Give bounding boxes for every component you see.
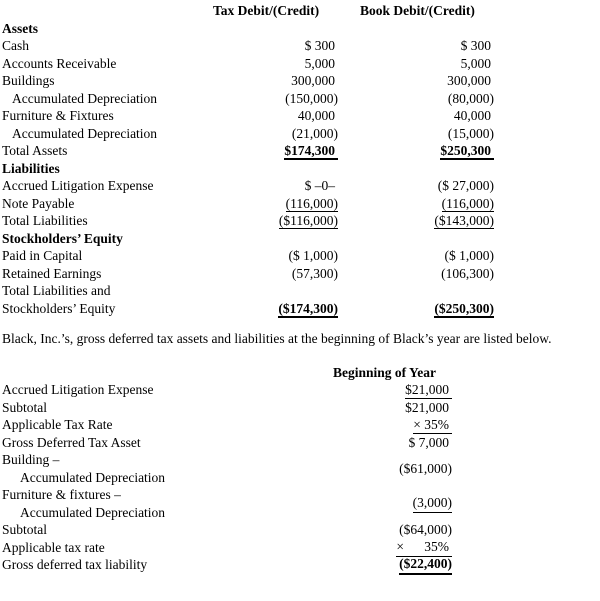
row-label: Total Liabilities and: [2, 283, 111, 298]
tax-value: [232, 160, 338, 178]
column-header-beginning-of-year: Beginning of Year: [333, 364, 437, 380]
book-value: [338, 282, 494, 300]
row-building-accumulated-depreciation: [0, 451, 600, 486]
row-label: Accumulated Depreciation: [12, 90, 158, 106]
book-value: 40,000: [453, 108, 491, 123]
row-retained-earnings: [0, 265, 600, 283]
row-label: Furniture & Fixtures: [2, 108, 114, 123]
row-value: ($22,400): [332, 556, 452, 574]
book-value: (80,000): [447, 90, 494, 106]
book-value: ($143,000): [434, 213, 494, 228]
book-value: ($ 27,000): [437, 178, 494, 193]
row-value: $ 7,000: [408, 434, 449, 450]
row-label: Accrued Litigation Expense: [2, 382, 154, 397]
book-value: $250,300: [338, 142, 494, 160]
row-gross-deferred-tax-liability: [0, 556, 600, 574]
row-label: Applicable Tax Rate: [2, 417, 113, 432]
row-accrued-litigation-expense: [0, 381, 600, 399]
section-label: Assets: [2, 20, 38, 36]
row-buildings-accumulated-depreciation: [0, 90, 600, 108]
row-label-line2: Accumulated Depreciation: [20, 504, 166, 520]
row-label: [0, 451, 332, 486]
row-subtotal-asset: [0, 399, 600, 417]
column-header-tax: Tax Debit/(Credit): [213, 3, 320, 18]
row-value: × 35%: [332, 416, 452, 434]
row-label: Gross Deferred Tax Asset: [2, 434, 141, 450]
row-label: Buildings: [2, 73, 55, 88]
tax-value: (116,000): [285, 195, 338, 211]
row-value: ($61,000): [399, 460, 452, 476]
row-label-line1: Furniture & fixtures –: [2, 487, 121, 502]
row-label: Total Liabilities: [2, 213, 88, 228]
row-label: Stockholders’ Equity: [2, 300, 116, 316]
tax-value: ($ 1,000): [288, 248, 338, 263]
deferred-tax-schedule-table: [0, 364, 600, 574]
row-label: Accounts Receivable: [2, 55, 117, 71]
section-label: Stockholders’ Equity: [2, 230, 123, 246]
tax-value: (21,000): [291, 125, 338, 141]
row-buildings: [0, 72, 600, 90]
row-label: Retained Earnings: [2, 265, 102, 281]
row-value: $21,000: [405, 399, 449, 415]
row-label: Note Payable: [2, 195, 75, 211]
book-value: ($ 1,000): [444, 248, 494, 263]
row-paid-in-capital: [0, 247, 600, 265]
tax-value: $ –0–: [304, 178, 335, 193]
balance-sheet-table: [0, 2, 600, 317]
tax-value: [232, 230, 338, 248]
book-value: $ 300: [460, 38, 491, 53]
book-value: [338, 20, 494, 38]
tax-value: 300,000: [291, 73, 335, 88]
row-applicable-tax-rate-asset: [0, 416, 600, 434]
book-value: 300,000: [447, 73, 491, 88]
book-value: 5,000: [460, 55, 491, 71]
row-label: Cash: [2, 38, 29, 53]
row-label: Subtotal: [2, 522, 48, 537]
section-header-assets: [0, 20, 600, 38]
row-label: Paid in Capital: [2, 248, 83, 263]
tax-value: $174,300: [232, 142, 338, 160]
row-label: Gross deferred tax liability: [2, 557, 148, 572]
tax-value: (150,000): [285, 90, 338, 106]
book-value: (106,300): [441, 265, 494, 281]
book-value: [338, 160, 494, 178]
section-header-liabilities: [0, 160, 600, 178]
section-header-stockholders-equity: [0, 230, 600, 248]
book-value: [338, 230, 494, 248]
row-total-liabilities: [0, 212, 600, 230]
table-header-row: [0, 364, 600, 382]
row-label: Subtotal: [2, 399, 48, 415]
row-value: × 35%: [332, 539, 452, 557]
tax-value: [232, 282, 338, 300]
row-subtotal-liability: [0, 521, 600, 539]
table-header-row: [0, 2, 600, 20]
row-total-liabilities-and: [0, 282, 600, 300]
row-label-line1: Building –: [2, 452, 60, 467]
section-label: Liabilities: [2, 160, 60, 176]
tax-value: (57,300): [291, 265, 338, 281]
note-paragraph: Black, Inc.’s, gross deferred tax assets and liabilities at the beginning of Black’s year are listed below.: [2, 331, 552, 346]
tax-value: [232, 20, 338, 38]
row-label: [0, 486, 332, 521]
row-furniture-fixtures: [0, 107, 600, 125]
row-label: Total Assets: [2, 143, 68, 158]
row-cash: [0, 37, 600, 55]
row-gross-deferred-tax-asset: [0, 434, 600, 452]
row-value: (3,000): [332, 486, 452, 521]
row-label: Accrued Litigation Expense: [2, 178, 154, 193]
row-value: ($64,000): [399, 522, 452, 537]
row-furniture-accumulated-depreciation: [0, 125, 600, 143]
row-applicable-tax-rate-liability: [0, 539, 600, 557]
book-value: (116,000): [441, 195, 494, 211]
row-furniture-accumulated-depreciation: [0, 486, 600, 521]
column-header-book: Book Debit/(Credit): [360, 3, 475, 18]
row-accounts-receivable: [0, 55, 600, 73]
book-value: ($250,300): [434, 300, 494, 316]
row-value: $21,000: [332, 381, 452, 399]
row-note-payable: [0, 195, 600, 213]
tax-value: ($174,300): [278, 300, 338, 316]
row-label: Accumulated Depreciation: [12, 125, 158, 141]
row-total-assets: [0, 142, 600, 160]
book-value: (15,000): [447, 125, 494, 141]
row-total-liabilities-and-stockholders-equity: [0, 300, 600, 318]
row-accrued-litigation-expense: [0, 177, 600, 195]
row-label: Applicable tax rate: [2, 539, 105, 555]
row-label-line2: Accumulated Depreciation: [20, 469, 166, 485]
tax-value: ($116,000): [278, 213, 338, 228]
tax-value: $ 300: [304, 38, 335, 53]
tax-value: 40,000: [297, 108, 335, 123]
tax-value: 5,000: [304, 55, 335, 71]
